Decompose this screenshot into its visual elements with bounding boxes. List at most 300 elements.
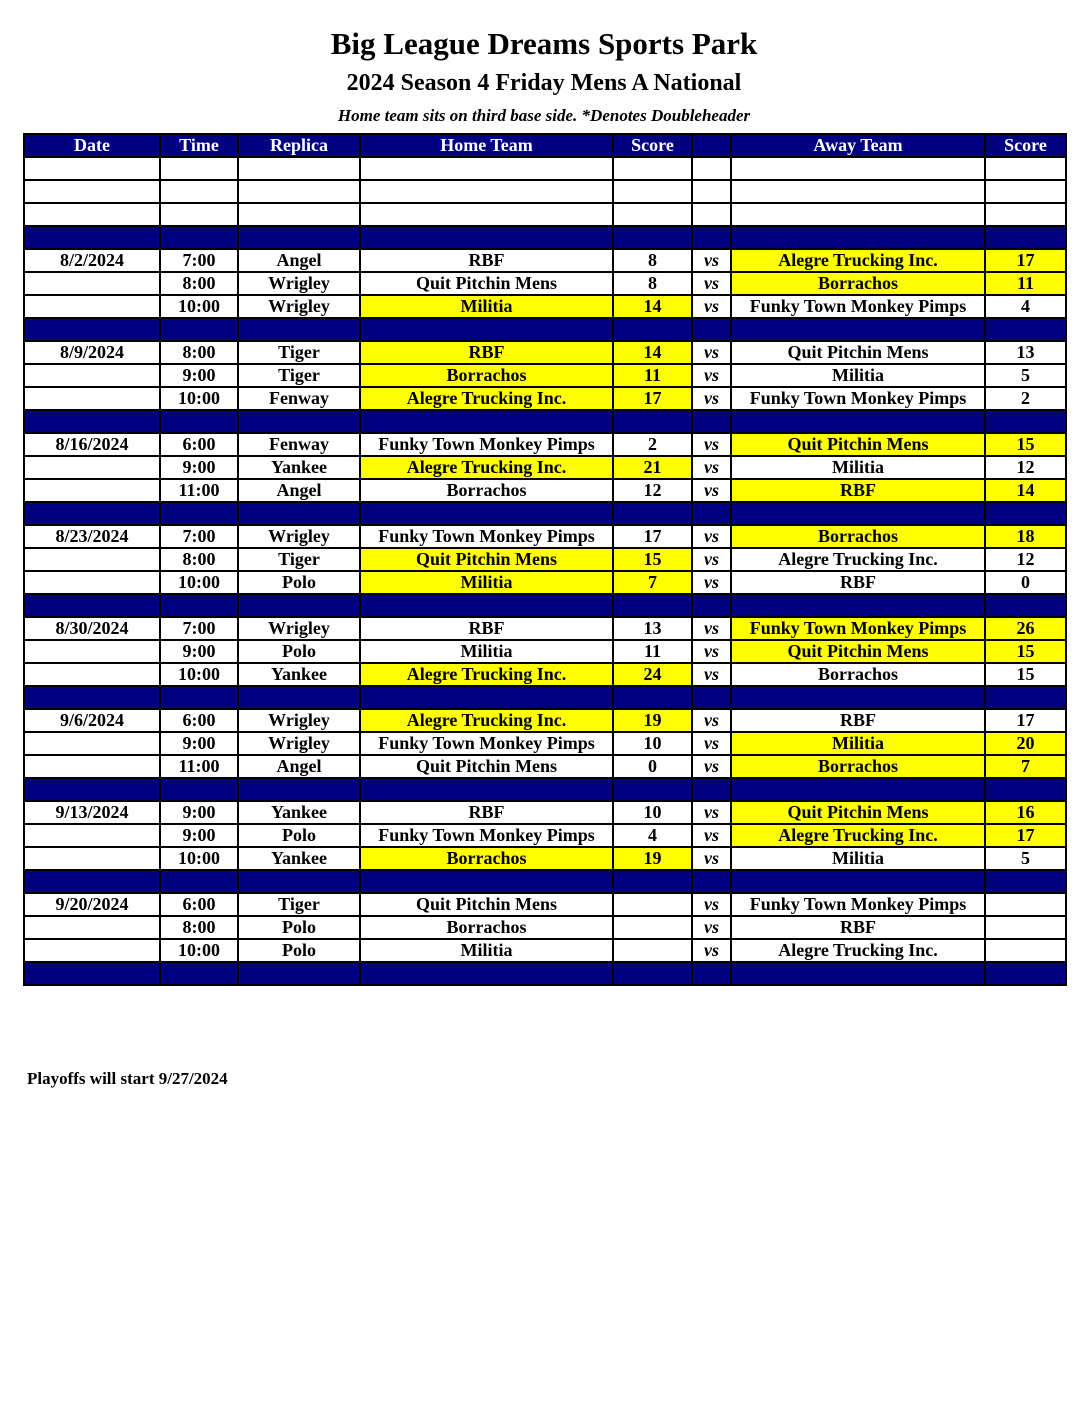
time-cell: 6:00	[160, 893, 238, 916]
away-team-cell: Funky Town Monkey Pimps	[731, 617, 985, 640]
away-score-cell: 16	[985, 801, 1066, 824]
away-team-cell	[731, 870, 985, 893]
home-team-cell	[360, 778, 613, 801]
away-team-cell: Borrachos	[731, 663, 985, 686]
vs-cell: vs	[692, 939, 731, 962]
date-cell	[24, 755, 160, 778]
away-score-cell: 17	[985, 249, 1066, 272]
home-score-cell	[613, 410, 692, 433]
date-cell	[24, 387, 160, 410]
replica-cell: Polo	[238, 571, 360, 594]
away-score-cell	[985, 686, 1066, 709]
date-cell	[24, 640, 160, 663]
away-score-cell: 12	[985, 548, 1066, 571]
date-cell	[24, 594, 160, 617]
blank-row	[24, 157, 1066, 180]
game-row	[24, 893, 1066, 916]
away-team-cell	[731, 318, 985, 341]
home-team-cell: Quit Pitchin Mens	[360, 893, 613, 916]
vs-cell	[692, 180, 731, 203]
away-score-cell	[985, 893, 1066, 916]
away-team-cell: Funky Town Monkey Pimps	[731, 387, 985, 410]
home-team-cell: Alegre Trucking Inc.	[360, 663, 613, 686]
away-score-cell: 0	[985, 571, 1066, 594]
vs-cell: vs	[692, 364, 731, 387]
away-team-cell	[731, 157, 985, 180]
away-team-cell: Borrachos	[731, 272, 985, 295]
away-team-cell	[731, 778, 985, 801]
page-subtitle: 2024 Season 4 Friday Mens A National	[346, 70, 742, 96]
week-separator-row	[24, 318, 1066, 341]
date-cell	[24, 663, 160, 686]
week-separator-row	[24, 778, 1066, 801]
home-score-cell	[613, 939, 692, 962]
playoffs-note: Playoffs will start 9/27/2024	[27, 1069, 228, 1088]
home-score-cell	[613, 686, 692, 709]
replica-cell	[238, 410, 360, 433]
away-score-cell: 14	[985, 479, 1066, 502]
game-row	[24, 456, 1066, 479]
replica-cell: Polo	[238, 916, 360, 939]
time-cell	[160, 318, 238, 341]
home-team-cell: RBF	[360, 617, 613, 640]
vs-cell: vs	[692, 456, 731, 479]
away-score-cell	[985, 916, 1066, 939]
vs-cell: vs	[692, 548, 731, 571]
home-team-cell: Militia	[360, 939, 613, 962]
away-score-cell	[985, 502, 1066, 525]
home-team-cell	[360, 203, 613, 226]
column-header-away-score: Score	[985, 134, 1066, 157]
date-cell	[24, 778, 160, 801]
away-score-cell: 5	[985, 847, 1066, 870]
date-cell	[24, 732, 160, 755]
replica-cell	[238, 157, 360, 180]
away-score-cell: 20	[985, 732, 1066, 755]
game-row	[24, 525, 1066, 548]
time-cell: 8:00	[160, 916, 238, 939]
column-header-home-score: Score	[613, 134, 692, 157]
game-row	[24, 939, 1066, 962]
away-score-cell: 5	[985, 364, 1066, 387]
home-score-cell	[613, 203, 692, 226]
home-score-cell: 17	[613, 387, 692, 410]
away-score-cell	[985, 203, 1066, 226]
replica-cell	[238, 226, 360, 249]
column-header-replica: Replica	[238, 134, 360, 157]
home-team-cell	[360, 157, 613, 180]
away-team-cell: Quit Pitchin Mens	[731, 801, 985, 824]
date-cell	[24, 571, 160, 594]
replica-cell: Wrigley	[238, 617, 360, 640]
home-team-cell: Funky Town Monkey Pimps	[360, 433, 613, 456]
replica-cell: Polo	[238, 939, 360, 962]
date-cell	[24, 962, 160, 985]
time-cell: 7:00	[160, 617, 238, 640]
date-cell	[24, 226, 160, 249]
week-separator-row	[24, 410, 1066, 433]
time-cell	[160, 870, 238, 893]
time-cell: 6:00	[160, 709, 238, 732]
schedule-body	[24, 157, 1066, 985]
vs-cell: vs	[692, 732, 731, 755]
time-cell	[160, 180, 238, 203]
game-row	[24, 847, 1066, 870]
home-score-cell	[613, 916, 692, 939]
home-team-cell: Quit Pitchin Mens	[360, 272, 613, 295]
column-header-vs	[692, 134, 731, 157]
away-team-cell: Militia	[731, 847, 985, 870]
vs-cell: vs	[692, 571, 731, 594]
vs-cell: vs	[692, 824, 731, 847]
away-team-cell: Militia	[731, 732, 985, 755]
time-cell: 8:00	[160, 341, 238, 364]
week-separator-row	[24, 686, 1066, 709]
away-score-cell: 17	[985, 709, 1066, 732]
home-score-cell: 10	[613, 801, 692, 824]
vs-cell: vs	[692, 433, 731, 456]
home-score-cell: 17	[613, 525, 692, 548]
vs-cell: vs	[692, 249, 731, 272]
date-cell	[24, 870, 160, 893]
game-row	[24, 548, 1066, 571]
home-score-cell: 2	[613, 433, 692, 456]
home-score-cell	[613, 962, 692, 985]
game-row	[24, 341, 1066, 364]
replica-cell	[238, 870, 360, 893]
time-cell	[160, 157, 238, 180]
away-score-cell: 15	[985, 433, 1066, 456]
home-team-cell: Alegre Trucking Inc.	[360, 709, 613, 732]
home-team-cell: Funky Town Monkey Pimps	[360, 824, 613, 847]
home-score-cell: 7	[613, 571, 692, 594]
time-cell: 9:00	[160, 640, 238, 663]
home-team-cell	[360, 870, 613, 893]
home-score-cell	[613, 778, 692, 801]
home-team-cell	[360, 180, 613, 203]
away-score-cell: 11	[985, 272, 1066, 295]
week-separator-row	[24, 226, 1066, 249]
away-score-cell: 15	[985, 663, 1066, 686]
replica-cell: Polo	[238, 640, 360, 663]
vs-cell: vs	[692, 295, 731, 318]
page-title: Big League Dreams Sports Park	[330, 26, 758, 61]
date-cell: 8/2/2024	[24, 249, 160, 272]
replica-cell	[238, 962, 360, 985]
away-score-cell: 13	[985, 341, 1066, 364]
time-cell: 9:00	[160, 456, 238, 479]
away-score-cell: 7	[985, 755, 1066, 778]
replica-cell: Angel	[238, 479, 360, 502]
vs-cell: vs	[692, 709, 731, 732]
home-score-cell: 24	[613, 663, 692, 686]
column-header-away-team: Away Team	[731, 134, 985, 157]
time-cell	[160, 410, 238, 433]
vs-cell: vs	[692, 525, 731, 548]
away-score-cell: 18	[985, 525, 1066, 548]
date-cell: 9/6/2024	[24, 709, 160, 732]
vs-cell	[692, 962, 731, 985]
away-team-cell: Alegre Trucking Inc.	[731, 939, 985, 962]
game-row	[24, 387, 1066, 410]
away-team-cell: Alegre Trucking Inc.	[731, 249, 985, 272]
date-cell: 8/23/2024	[24, 525, 160, 548]
home-score-cell: 10	[613, 732, 692, 755]
home-team-cell: Borrachos	[360, 847, 613, 870]
home-score-cell: 11	[613, 364, 692, 387]
replica-cell: Wrigley	[238, 272, 360, 295]
home-score-cell: 13	[613, 617, 692, 640]
time-cell: 6:00	[160, 433, 238, 456]
away-score-cell	[985, 410, 1066, 433]
game-row	[24, 479, 1066, 502]
home-score-cell: 21	[613, 456, 692, 479]
home-team-cell: Militia	[360, 640, 613, 663]
home-team-cell	[360, 962, 613, 985]
away-score-cell	[985, 778, 1066, 801]
home-team-cell	[360, 594, 613, 617]
date-cell: 8/16/2024	[24, 433, 160, 456]
time-cell: 9:00	[160, 364, 238, 387]
away-team-cell: Borrachos	[731, 525, 985, 548]
date-cell	[24, 456, 160, 479]
replica-cell	[238, 778, 360, 801]
date-cell: 9/20/2024	[24, 893, 160, 916]
date-cell	[24, 157, 160, 180]
away-team-cell: RBF	[731, 916, 985, 939]
date-cell	[24, 318, 160, 341]
date-cell	[24, 548, 160, 571]
replica-cell: Fenway	[238, 433, 360, 456]
away-team-cell: Alegre Trucking Inc.	[731, 548, 985, 571]
week-separator-row	[24, 502, 1066, 525]
away-score-cell	[985, 939, 1066, 962]
date-cell	[24, 295, 160, 318]
replica-cell	[238, 686, 360, 709]
week-separator-row	[24, 594, 1066, 617]
replica-cell	[238, 594, 360, 617]
home-score-cell: 14	[613, 341, 692, 364]
replica-cell	[238, 502, 360, 525]
home-score-cell: 8	[613, 272, 692, 295]
home-score-cell: 4	[613, 824, 692, 847]
game-row	[24, 272, 1066, 295]
vs-cell: vs	[692, 663, 731, 686]
away-score-cell	[985, 157, 1066, 180]
vs-cell: vs	[692, 387, 731, 410]
home-team-cell	[360, 410, 613, 433]
replica-cell	[238, 180, 360, 203]
home-score-cell: 19	[613, 847, 692, 870]
home-team-cell: Borrachos	[360, 916, 613, 939]
game-row	[24, 824, 1066, 847]
away-score-cell	[985, 962, 1066, 985]
replica-cell: Tiger	[238, 364, 360, 387]
time-cell	[160, 962, 238, 985]
replica-cell: Tiger	[238, 548, 360, 571]
away-team-cell	[731, 226, 985, 249]
date-cell: 9/13/2024	[24, 801, 160, 824]
away-team-cell: Funky Town Monkey Pimps	[731, 893, 985, 916]
time-cell: 8:00	[160, 548, 238, 571]
blank-row	[24, 180, 1066, 203]
away-score-cell: 12	[985, 456, 1066, 479]
away-score-cell	[985, 318, 1066, 341]
date-cell	[24, 847, 160, 870]
home-score-cell: 14	[613, 295, 692, 318]
vs-cell: vs	[692, 640, 731, 663]
replica-cell: Polo	[238, 824, 360, 847]
time-cell: 11:00	[160, 479, 238, 502]
home-score-cell	[613, 180, 692, 203]
time-cell: 10:00	[160, 387, 238, 410]
home-score-cell: 19	[613, 709, 692, 732]
time-cell: 10:00	[160, 295, 238, 318]
time-cell: 7:00	[160, 249, 238, 272]
vs-cell: vs	[692, 272, 731, 295]
time-cell: 11:00	[160, 755, 238, 778]
vs-cell: vs	[692, 479, 731, 502]
vs-cell	[692, 686, 731, 709]
vs-cell	[692, 226, 731, 249]
vs-cell: vs	[692, 341, 731, 364]
schedule-note: Home team sits on third base side. *Denotes Doubleheader	[337, 106, 751, 125]
time-cell: 7:00	[160, 525, 238, 548]
time-cell: 10:00	[160, 571, 238, 594]
away-team-cell: Quit Pitchin Mens	[731, 640, 985, 663]
vs-cell	[692, 157, 731, 180]
home-score-cell	[613, 502, 692, 525]
replica-cell: Yankee	[238, 456, 360, 479]
date-cell: 8/9/2024	[24, 341, 160, 364]
home-team-cell	[360, 318, 613, 341]
replica-cell: Fenway	[238, 387, 360, 410]
home-score-cell: 12	[613, 479, 692, 502]
replica-cell: Wrigley	[238, 295, 360, 318]
home-score-cell	[613, 594, 692, 617]
game-row	[24, 571, 1066, 594]
week-separator-row	[24, 870, 1066, 893]
date-cell	[24, 916, 160, 939]
away-score-cell	[985, 870, 1066, 893]
away-score-cell: 15	[985, 640, 1066, 663]
away-score-cell	[985, 226, 1066, 249]
away-team-cell	[731, 203, 985, 226]
replica-cell: Yankee	[238, 801, 360, 824]
replica-cell	[238, 318, 360, 341]
away-score-cell: 26	[985, 617, 1066, 640]
time-cell	[160, 203, 238, 226]
time-cell	[160, 778, 238, 801]
home-team-cell: Funky Town Monkey Pimps	[360, 525, 613, 548]
date-cell	[24, 410, 160, 433]
away-team-cell	[731, 962, 985, 985]
game-row	[24, 617, 1066, 640]
vs-cell: vs	[692, 847, 731, 870]
column-header-home-team: Home Team	[360, 134, 613, 157]
replica-cell: Angel	[238, 249, 360, 272]
home-team-cell: RBF	[360, 801, 613, 824]
vs-cell: vs	[692, 617, 731, 640]
time-cell	[160, 502, 238, 525]
home-team-cell: Militia	[360, 571, 613, 594]
time-cell	[160, 594, 238, 617]
replica-cell: Yankee	[238, 847, 360, 870]
home-team-cell: RBF	[360, 249, 613, 272]
blank-row	[24, 203, 1066, 226]
vs-cell	[692, 870, 731, 893]
replica-cell: Wrigley	[238, 709, 360, 732]
away-team-cell: Militia	[731, 364, 985, 387]
vs-cell	[692, 318, 731, 341]
home-score-cell	[613, 870, 692, 893]
game-row	[24, 295, 1066, 318]
home-score-cell	[613, 226, 692, 249]
home-score-cell: 0	[613, 755, 692, 778]
time-cell: 9:00	[160, 824, 238, 847]
column-header-time: Time	[160, 134, 238, 157]
home-team-cell: Quit Pitchin Mens	[360, 755, 613, 778]
week-separator-row	[24, 962, 1066, 985]
away-team-cell	[731, 594, 985, 617]
home-team-cell	[360, 502, 613, 525]
away-team-cell: Alegre Trucking Inc.	[731, 824, 985, 847]
home-team-cell	[360, 226, 613, 249]
time-cell: 9:00	[160, 801, 238, 824]
away-score-cell: 4	[985, 295, 1066, 318]
away-team-cell: Militia	[731, 456, 985, 479]
home-team-cell: Quit Pitchin Mens	[360, 548, 613, 571]
time-cell	[160, 226, 238, 249]
column-header-date: Date	[24, 134, 160, 157]
game-row	[24, 640, 1066, 663]
vs-cell	[692, 203, 731, 226]
away-team-cell	[731, 180, 985, 203]
game-row	[24, 732, 1066, 755]
date-cell	[24, 180, 160, 203]
time-cell: 9:00	[160, 732, 238, 755]
away-team-cell: RBF	[731, 709, 985, 732]
game-row	[24, 249, 1066, 272]
game-row	[24, 433, 1066, 456]
date-cell	[24, 939, 160, 962]
away-team-cell: Borrachos	[731, 755, 985, 778]
home-score-cell	[613, 893, 692, 916]
away-team-cell: RBF	[731, 571, 985, 594]
away-team-cell: Quit Pitchin Mens	[731, 433, 985, 456]
home-team-cell: Borrachos	[360, 364, 613, 387]
home-score-cell: 11	[613, 640, 692, 663]
replica-cell: Wrigley	[238, 732, 360, 755]
game-row	[24, 364, 1066, 387]
replica-cell: Yankee	[238, 663, 360, 686]
home-score-cell: 8	[613, 249, 692, 272]
replica-cell: Wrigley	[238, 525, 360, 548]
home-team-cell: Borrachos	[360, 479, 613, 502]
vs-cell	[692, 594, 731, 617]
away-team-cell: RBF	[731, 479, 985, 502]
home-team-cell: Militia	[360, 295, 613, 318]
home-score-cell	[613, 157, 692, 180]
date-cell	[24, 502, 160, 525]
vs-cell: vs	[692, 893, 731, 916]
date-cell: 8/30/2024	[24, 617, 160, 640]
home-team-cell: RBF	[360, 341, 613, 364]
time-cell: 10:00	[160, 939, 238, 962]
table-header-row	[24, 134, 1066, 157]
replica-cell	[238, 203, 360, 226]
replica-cell: Tiger	[238, 893, 360, 916]
